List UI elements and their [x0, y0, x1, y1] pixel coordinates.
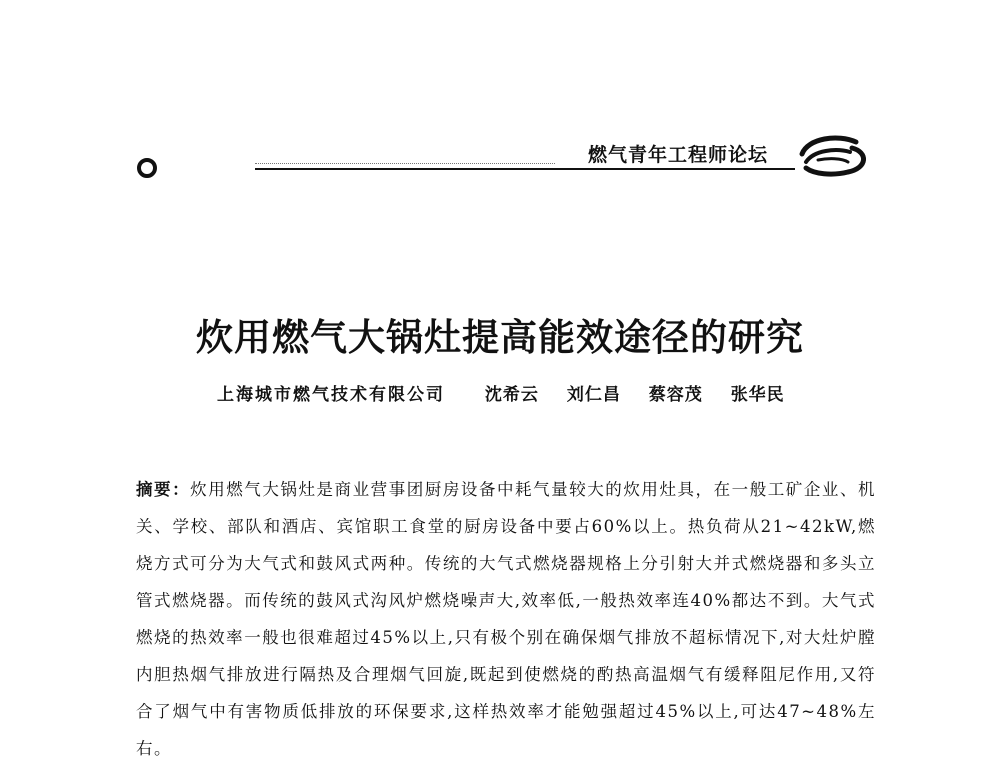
- abstract-text: 炊用燃气大锅灶是商业营事团厨房设备中耗气量较大的炊用灶具，在一般工矿企业、机关、学校、部队和酒店、宾馆职工食堂的厨房设备中要占60%以上。热负荷从21~42kW,燃烧方式可分为大气式和鼓风式两种。传统的大气式燃烧器规格上分引射大并式燃烧器和多头立管式燃烧器。而传统的鼓风式沟风炉燃烧噪声大,效率低,一般热效率连40%都达不到。大气式燃烧的热效率一般也很难超过45%以上,只有极个别在确保烟气排放不超标情况下,对大灶炉膛内胆热烟气排放进行隔热及合理烟气回旋,既起到使燃烧的酌热高温烟气有缓释阻尼作用,又符合了烟气中有害物质低排放的环保要求,这样热效率才能勉强超过45%以上,可达47~48%左右。: [136, 479, 877, 758]
- header-rule: [255, 168, 795, 170]
- swirl-logo-icon: [798, 132, 872, 180]
- column-name: 燃气青年工程师论坛: [587, 144, 768, 166]
- author-name: 蔡容茂: [648, 385, 703, 405]
- author-name: 张华民: [730, 385, 785, 405]
- author-name: 沈希云: [484, 385, 539, 405]
- abstract-label: 摘要：: [136, 479, 191, 499]
- byline: [217, 380, 807, 405]
- author-name: 刘仁昌: [566, 385, 621, 405]
- abstract: [136, 471, 876, 767]
- bullet-circle-icon: [137, 158, 157, 178]
- affiliation: 上海城市燃气技术有限公司: [217, 385, 445, 405]
- article-title: 炊用燃气大锅灶提高能效途径的研究: [196, 314, 804, 359]
- header-dotted-rule: [255, 163, 555, 164]
